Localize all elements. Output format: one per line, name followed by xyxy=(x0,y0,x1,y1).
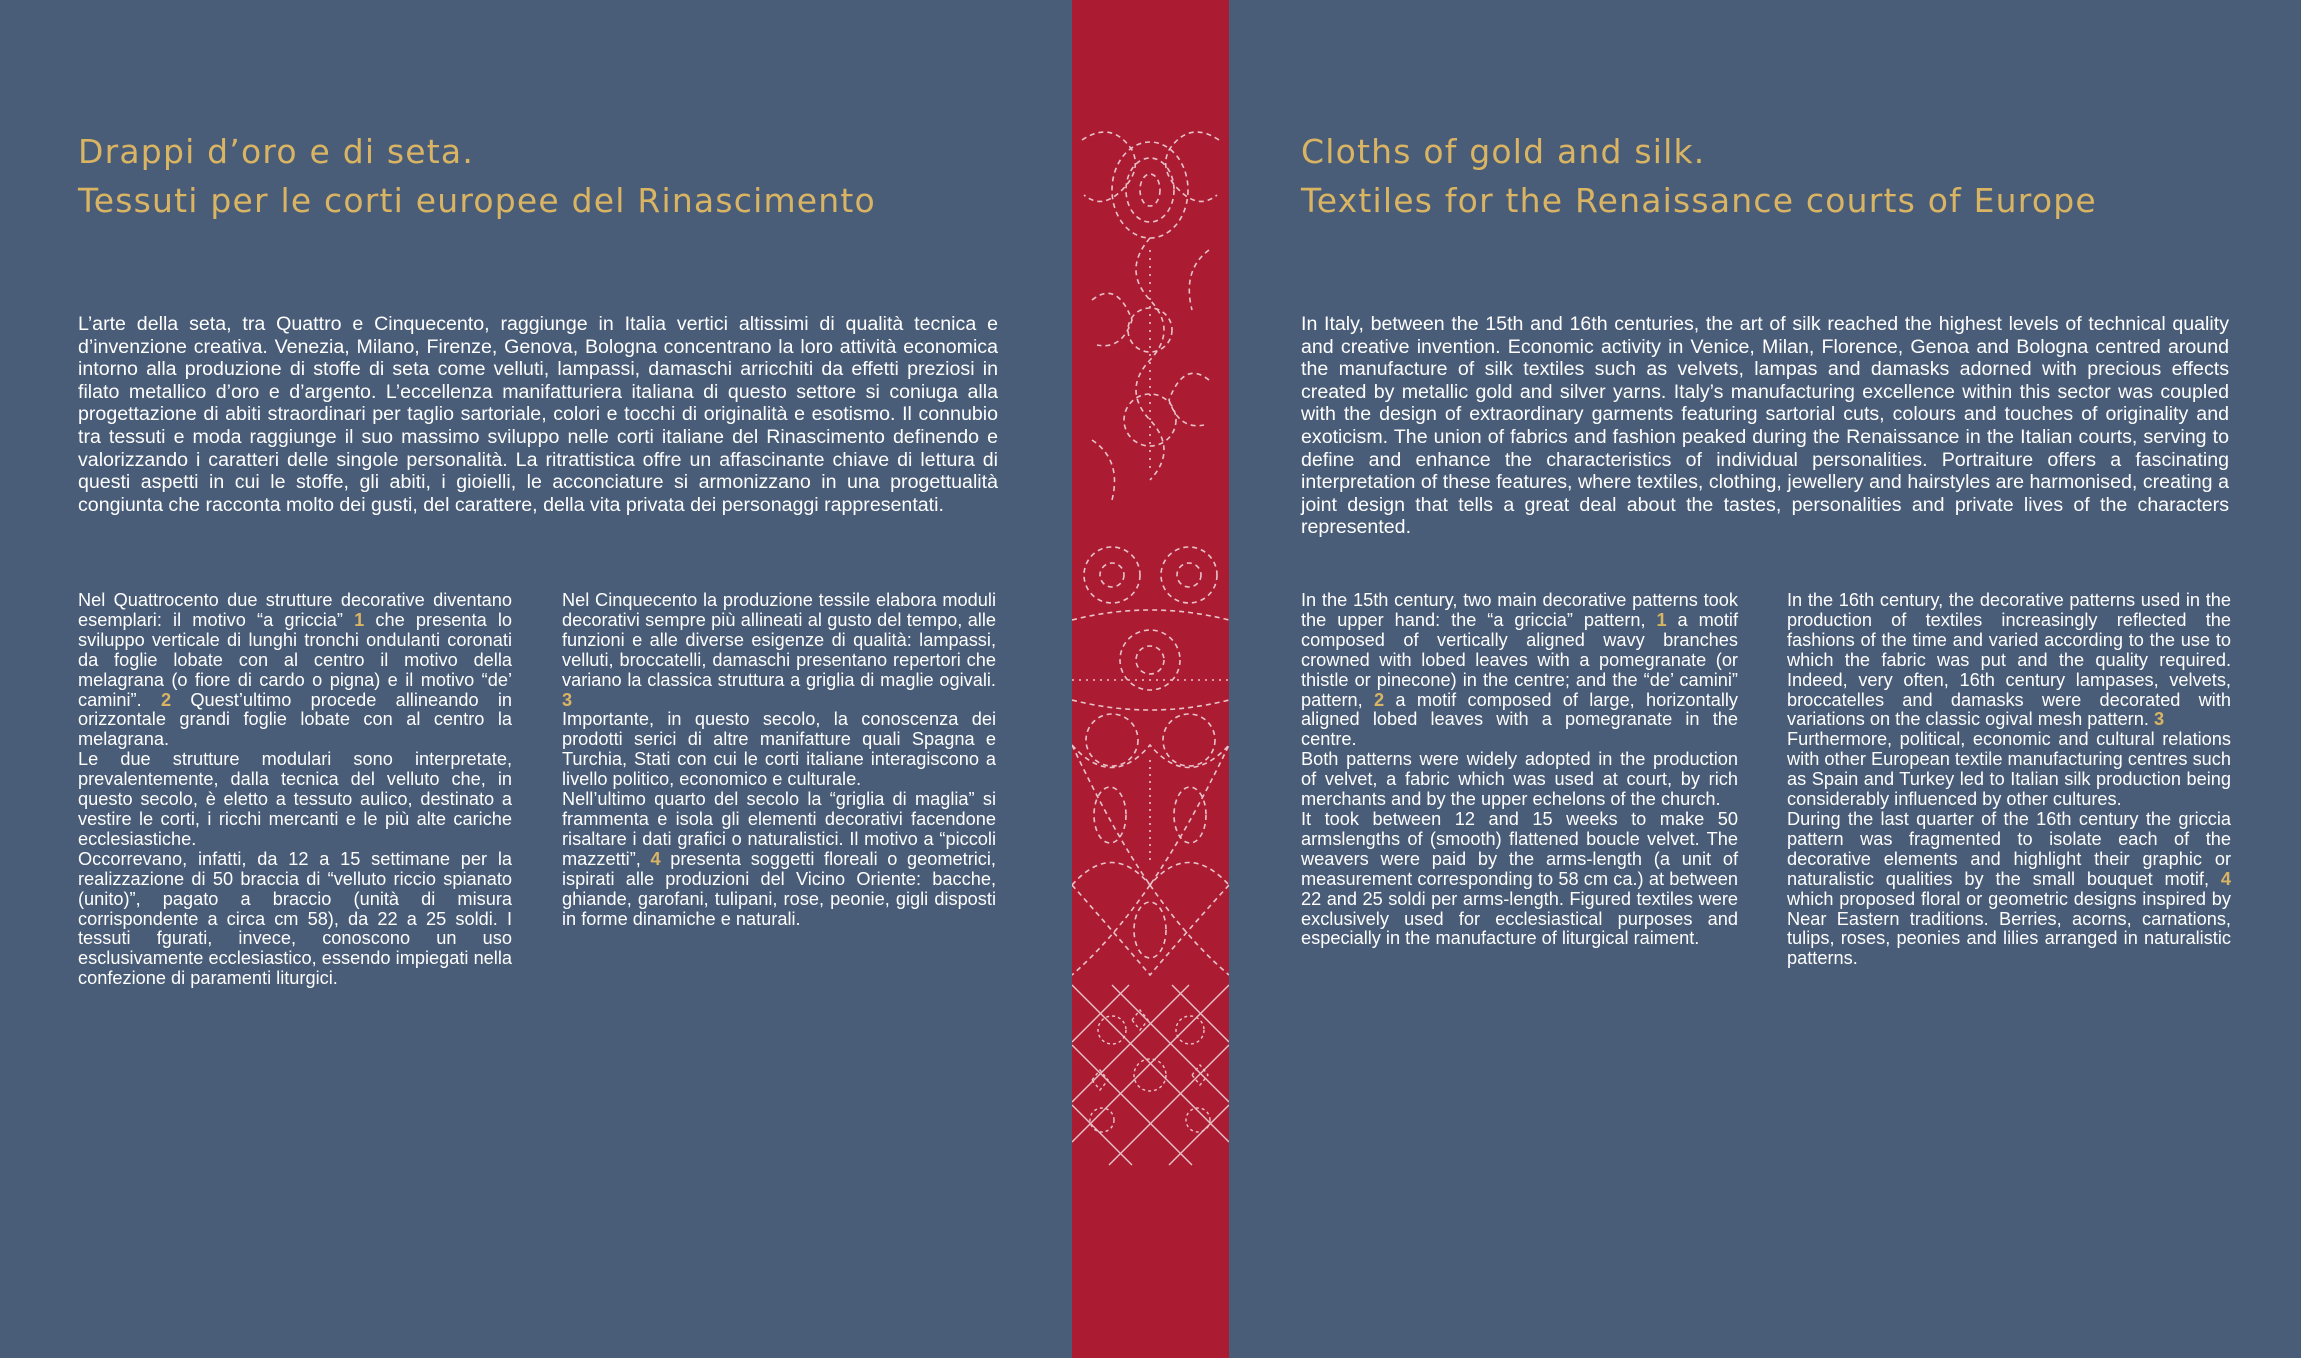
figure-ref-3: 3 xyxy=(562,689,573,710)
italian-intro: L’arte della seta, tra Quattro e Cinquecento, raggiunge in Italia vertici altissimi di qualità tecnica e d’invenzione creativa. Venezia, Milano, Firenze, Genova, Bologna concentrano la loro attività economica intorno alla produzione di stoffe di seta come velluti, lampassi, damaschi arricchiti da effetti preziosi in filato metallico d’oro e d’argento. L’eccellenza manifatturiera italiana di questo settore si coniuga alla progettazione di abiti straordinari per taglio sartoriale, colori e tocchi di originalità e esotismo. Il connubio tra tessuti e moda raggiunge il suo massimo sviluppo nelle corti italiane del Rinascimento definendo e valorizzando i caratteri delle singole personalità. La ritrattistica offre un affascinante chiave di lettura di questi aspetti in cui le stoffe, gli abiti, i gioielli, le acconciature si armonizzano in una progettualità congiunta che racconta molto dei gusti, del carattere, della vita privata dei personaggi rappresentati. xyxy=(78,313,998,516)
figure-ref-2: 2 xyxy=(160,689,172,710)
paragraph: Furthermore, political, economic and cultural relations with other European textile manufacturing centres such as Spain and Turkey led to Italian silk production being considerably influenced by other cultures. xyxy=(1787,729,2231,810)
italian-title xyxy=(78,127,876,225)
paragraph xyxy=(78,591,512,750)
figure-ref-4: 4 xyxy=(650,848,661,869)
english-title xyxy=(1301,127,2097,225)
paragraph xyxy=(1787,810,2231,969)
paragraph: Both patterns were widely adopted in the production of velvet, a fabric which was used at court, by rich merchants and by the upper echelons of the church. xyxy=(1301,749,1738,810)
italian-column-2 xyxy=(562,591,996,929)
english-column-1 xyxy=(1301,591,1738,949)
bouquet-lattice-pattern-icon xyxy=(1072,985,1229,1165)
text: Nel Cinquecento la produzione tessile elabora moduli decorativi sempre più allineati al gusto del tempo, alle funzioni e alle diverse esigenze di qualità: lampassi, velluti, broccatelli, damaschi presentano repertori che variano la classica struttura a griglia di maglie ogivali. xyxy=(562,590,996,690)
text: During the last quarter of the 16th century the griccia pattern was fragmented to isolate each of the decorative elements and highlight their graphic or naturalistic qualities by the small bouquet motif, xyxy=(1787,808,2231,889)
text: In the 15th century, two main decorative patterns took the upper hand: the “a griccia” pattern, xyxy=(1301,590,1738,630)
camini-pattern-icon xyxy=(1072,547,1229,766)
textile-pattern-band xyxy=(1072,0,1229,1358)
english-column-2 xyxy=(1787,591,2231,969)
ogival-mesh-pattern-icon xyxy=(1072,745,1229,975)
english-intro: In Italy, between the 15th and 16th centuries, the art of silk reached the highest levels of technical quality and creative invention. Economic activity in Venice, Milan, Florence, Genoa and Bologna centred around the manufacture of silk textiles such as velvets, lampas and damasks adorned with precious effects created by metallic gold and silver yarns. Italy’s manufacturing excellence within this sector was coupled with the design of extraordinary garments featuring sartorial cuts, colours and touches of originality and exoticism. The union of fabrics and fashion peaked during the Renaissance in the Italian courts, serving to define and enhance the characteristics of individual personalities. Portraiture offers a fascinating interpretation of these features, where textiles, clothing, jewellery and hairstyles are harmonised, creating a joint design that tells a great deal about the tastes, personalities and private lives of the characters represented. xyxy=(1301,313,2229,539)
paragraph: Le due strutture modulari sono interpretate, prevalentemente, dalla tecnica del velluto che, in questo secolo, è eletto a tessuto aulico, destinato a vestire le corti, i ricchi mercanti e le più alte cariche ecclesiastiche. xyxy=(78,749,512,849)
english-page xyxy=(1229,0,2301,1358)
paragraph: It took between 12 and 15 weeks to make 50 armslengths of (smooth) flattened boucle velvet. The weavers were paid by the arms-length (a unit of measurement corresponding to 58 cm ca.) at between 22 and 25 soldi per arms-length. Figured textiles were exclusively used for ecclesiastical purposes and especially in the manufacture of liturgical raiment. xyxy=(1301,808,1738,949)
italian-page xyxy=(0,0,1072,1358)
text: Nel Quattrocento due strutture decorative diventano esemplari: il motivo “a griccia” xyxy=(78,590,512,630)
paragraph xyxy=(562,591,996,710)
italian-column-1 xyxy=(78,591,512,989)
figure-ref-4: 4 xyxy=(2220,868,2231,889)
paragraph xyxy=(1787,591,2231,730)
figure-ref-2: 2 xyxy=(1373,689,1385,710)
paragraph: Importante, in questo secolo, la conoscenza dei prodotti serici di altre manifatture quali Spagna e Turchia, Stati con cui le corti italiane interagiscono a livello politico, economico e culturale. xyxy=(562,709,996,790)
text: In the 16th century, the decorative patterns used in the production of textiles increasingly reflected the fashions of the time and varied according to the use to which the fabric was put and the quality required. Indeed, very often, 16th century lampases, velvets, broccatelles and damasks were decorated with variations on the classic ogival mesh pattern. xyxy=(1787,590,2231,730)
text: che presenta lo sviluppo verticale di lunghi tronchi ondulanti coronati da foglie lobate con al centro il motivo della melagrana (o fiore di cardo o pigna) e il motivo “de’ camini”. xyxy=(78,609,513,710)
griccia-pattern-icon xyxy=(1082,132,1219,500)
text: which proposed floral or geometric designs inspired by Near Eastern traditions. Berries, acorns, carnations, tulips, roses, peonies and lilies arranged in naturalistic patterns. xyxy=(1787,888,2231,969)
italian-title-line2: Tessuti per le corti europee del Rinascimento xyxy=(78,181,876,220)
figure-ref-3: 3 xyxy=(2153,709,2165,730)
text: a motif composed of large, horizontally aligned lobed leaves with a pomegranate in the centre. xyxy=(1301,689,1738,750)
english-title-line1: Cloths of gold and silk. xyxy=(1301,132,1706,171)
italian-title-line1: Drappi d’oro e di seta. xyxy=(78,132,475,171)
figure-ref-1: 1 xyxy=(354,609,365,630)
paragraph xyxy=(1301,591,1738,750)
english-title-line2: Textiles for the Renaissance courts of Europe xyxy=(1301,181,2097,220)
figure-ref-1: 1 xyxy=(1656,609,1667,630)
text: presenta soggetti floreali o geometrici, ispirati alle produzioni del Vicino Oriente: bacche, ghiande, garofani, tulipani, rose, peonie, gigli disposti in forme dinamiche e naturali. xyxy=(562,848,996,929)
paragraph xyxy=(562,790,996,929)
text: a motif composed of vertically aligned wavy branches crowned with lobed leaves with a pomegranate (or thistle or pinecone) in the centre; and the “de’ camini” pattern, xyxy=(1301,609,1738,710)
text: Nell’ultimo quarto del secolo la “griglia di maglia” si frammenta e isola gli elementi decorativi facendone risaltare i dati grafici o naturalistici. Il motivo a “piccoli mazzetti”, xyxy=(562,789,996,869)
textile-pattern-illustration xyxy=(1072,0,1229,1358)
paragraph: Occorrevano, infatti, da 12 a 15 settimane per la realizzazione di 50 braccia di “velluto riccio spianato (unito)”, pagato a braccio (unità di misura corrispondente a circa cm 58), da 22 a 25 soldi. I tessuti fgurati, invece, conoscono un uso esclusivamente ecclesiastico, essendo impiegati nella confezione di paramenti liturgici. xyxy=(78,848,512,989)
text: Quest’ultimo procede allineando in orizzontale grandi foglie lobate con al centro la melagrana. xyxy=(78,689,512,750)
